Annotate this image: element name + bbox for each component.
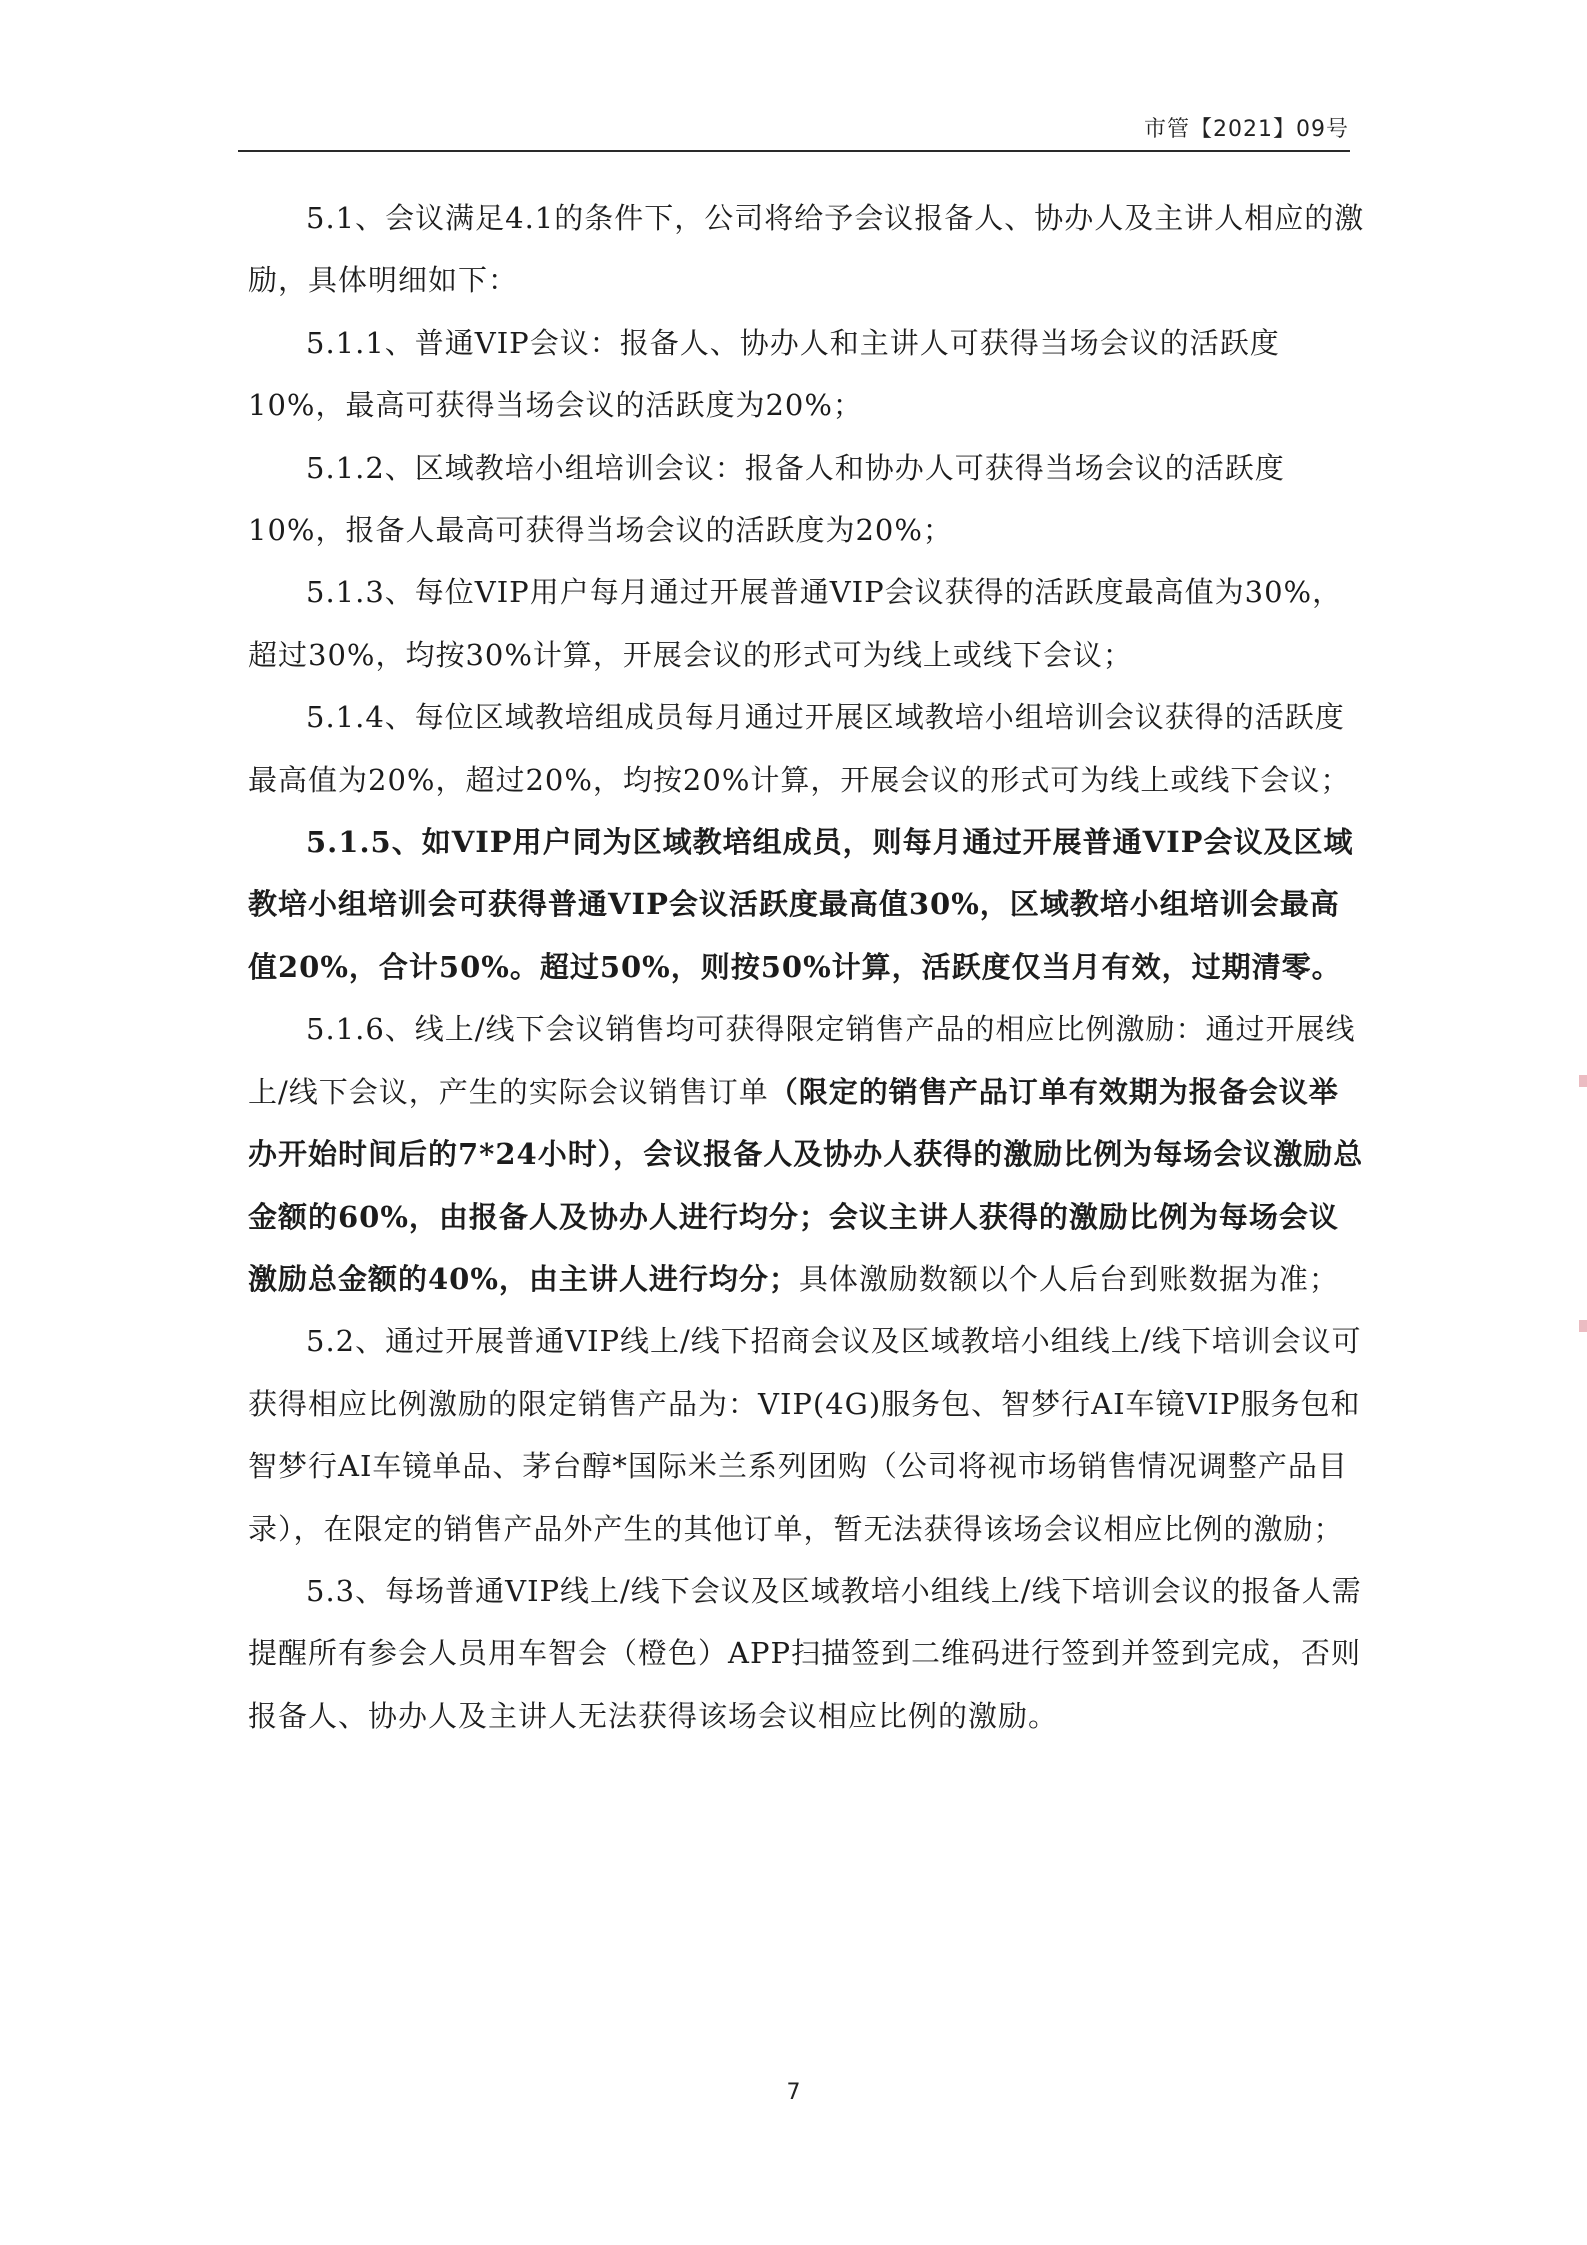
scan-artifact-mark — [1579, 1075, 1587, 1087]
clause-5-1-4: 5.1.4、每位区域教培组成员每月通过开展区域教培小组培训会议获得的活跃度最高值为20%，超过20%，均按20%计算，开展会议的形式可为线上或线下会议； — [248, 700, 1351, 797]
clause-5-1-6-tail: 具体激励数额以个人后台到账数据为准； — [798, 1261, 1339, 1296]
clause-5-1-1: 5.1.1、普通VIP会议：报备人、协办人和主讲人可获得当场会议的活跃度10%，最高可获得当场会议的活跃度为20%； — [248, 325, 1280, 423]
clause-5-1-2: 5.1.2、区域教培小组培训会议：报备人和协办人可获得当场会议的活跃度10%，报备人最高可获得当场会议的活跃度为20%； — [248, 450, 1285, 548]
clause-5-1-6-lead: 5.1.6、线上/线下会议销售均可获得限定销售产品的相应比例激励：通过开展线上/线下会议，产生的实际会议销售订单 — [248, 1012, 1356, 1109]
clause-5-2: 5.2、通过开展普通VIP线上/线下招商会议及区域教培小组线上/线下培训会议可获得相应比例激励的限定销售产品为：VIP(4G)服务包、智梦行AI车镜VIP服务包和智梦行AI车镜单品、茅台醇*国际米兰系列团购（公司将视市场销售情况调整产品目录），在限定的销售产品外产生的其他订单，暂无法获得该场会议相应比例的激励； — [248, 1324, 1362, 1546]
clause-5-1-5 — [248, 811, 1366, 998]
clause-5-1-5-bold: 5.1.5、如VIP用户同为区域教培组成员，则每月通过开展普通VIP会议及区域教培小组培训会可获得普通VIP会议活跃度最高值30%，区域教培小组培训会最高值20%，合计50%。超过50%，则按50%计算，活跃度仅当月有效，过期清零。 — [248, 825, 1354, 984]
clause-5-1-6 — [248, 998, 1366, 1310]
document-body — [248, 187, 1366, 1747]
clause-5-1-6-bold: （限定的销售产品订单有效期为报备会议举办开始时间后的7*24小时），会议报备人及协办人获得的激励比例为每场会议激励总金额的60%，由报备人及协办人进行均分；会议主讲人获得的激励比例为每场会议激励总金额的40%，由主讲人进行均分； — [248, 1074, 1364, 1296]
clause-5-1: 5.1、会议满足4.1的条件下，公司将给予会议报备人、协办人及主讲人相应的激励，具体明细如下： — [248, 201, 1365, 298]
scan-artifact-mark — [1579, 1320, 1587, 1332]
document-number: 市管【2021】09号 — [1144, 117, 1349, 142]
clause-5-1-3: 5.1.3、每位VIP用户每月通过开展普通VIP会议获得的活跃度最高值为30%，超过30%，均按30%计算，开展会议的形式可为线上或线下会议； — [248, 575, 1343, 672]
header-divider — [238, 150, 1350, 152]
clause-5-3: 5.3、每场普通VIP线上/线下会议及区域教培小组线上/线下培训会议的报备人需提醒所有参会人员用车智会（橙色）APP扫描签到二维码进行签到并签到完成，否则报备人、协办人及主讲人无法获得该场会议相应比例的激励。 — [248, 1573, 1362, 1733]
page-number: 7 — [786, 2080, 801, 2105]
